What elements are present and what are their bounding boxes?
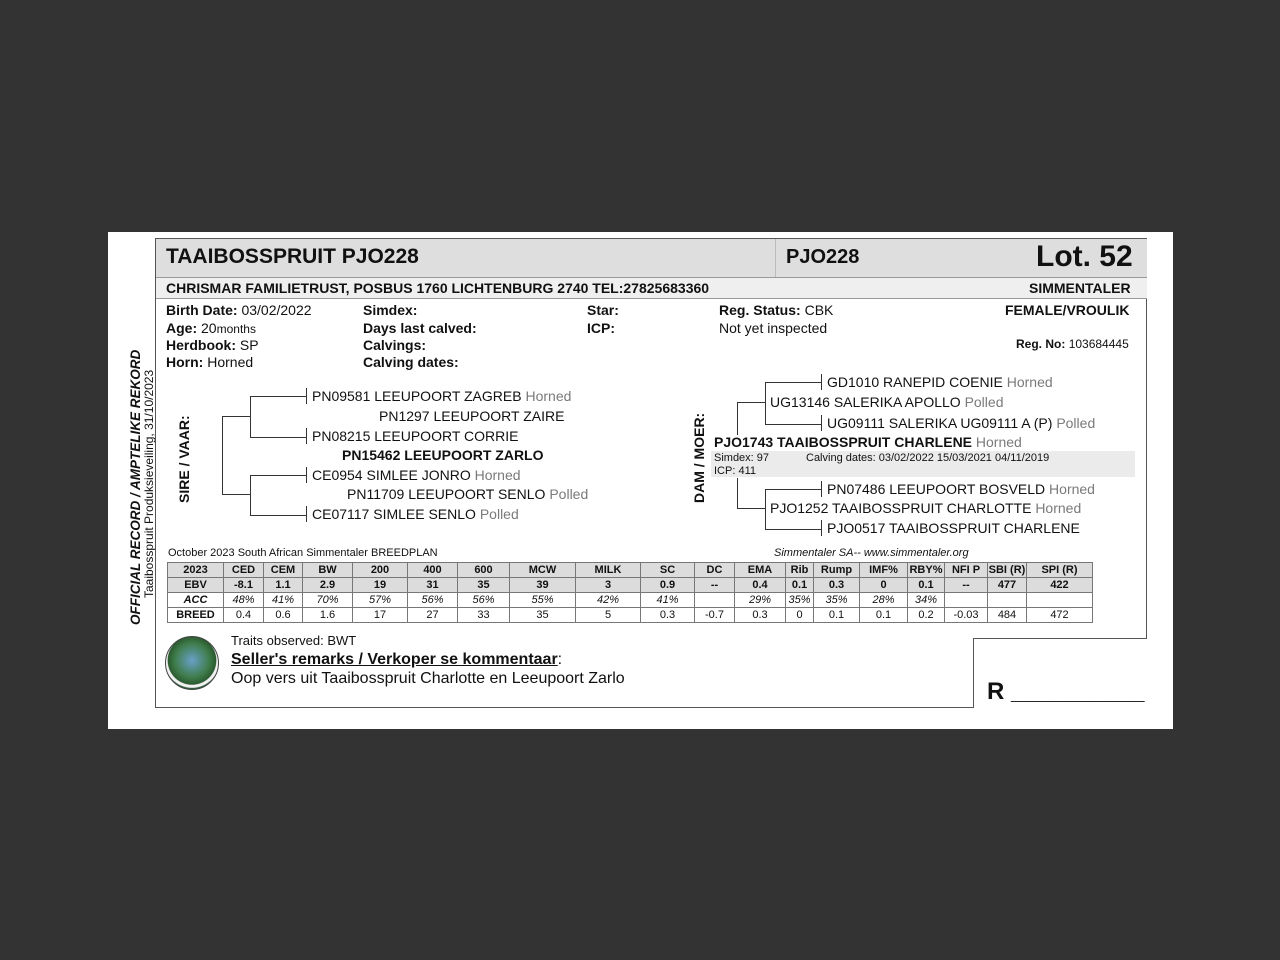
ebv-cell: 0.4 (224, 608, 264, 623)
animal-name: TAAIBOSSPRUIT PJO228 (166, 245, 419, 268)
breed-label: SIMMENTALER (1029, 280, 1131, 296)
ebv-cell: 1.6 (303, 608, 353, 623)
ebv-cell: -- (945, 578, 988, 593)
ebv-cell: -- (695, 578, 735, 593)
ebv-column-header: DC (695, 563, 735, 578)
ebv-column-header: 200 (353, 563, 408, 578)
breed-avg-row (168, 608, 1093, 623)
ebv-cell: 0.1 (860, 608, 908, 623)
ebv-column-header: SPI (R) (1027, 563, 1093, 578)
ebv-cell (988, 593, 1027, 608)
horn-status: Horn: Horned (166, 354, 254, 370)
days-last-calved-label: Days last calved: (363, 320, 477, 336)
tick-3 (306, 467, 307, 483)
ebv-cell: 42% (576, 593, 641, 608)
ebv-cell: 39 (510, 578, 576, 593)
ebv-cell: 35% (786, 593, 814, 608)
age: Age: 20months (166, 320, 256, 336)
dam-dam-sire: PN07486 LEEUPOORT BOSVELD Horned (827, 481, 1095, 497)
tick-1 (306, 388, 307, 404)
traits-observed: Traits observed: BWT (231, 633, 357, 648)
frame-bottom (155, 707, 974, 708)
acc-row (168, 593, 1093, 608)
sire-bracket (222, 416, 251, 494)
ebv-cell (1027, 593, 1093, 608)
dam-simdex: Simdex: 97 (714, 452, 770, 464)
ebv-cell: -8.1 (224, 578, 264, 593)
ebv-cell: 48% (224, 593, 264, 608)
price-field[interactable]: R __________ (987, 678, 1145, 705)
ebv-row-label: BREED (168, 608, 224, 623)
ebv-cell: 0.1 (814, 608, 860, 623)
ebv-table (167, 562, 1093, 623)
calvings-label: Calvings: (363, 337, 427, 353)
dam-sire-dam: UG09111 SALERIKA UG09111 A (P) Polled (827, 415, 1096, 431)
official-record-label: OFFICIAL RECORD / AMPTELIKE REKORD (128, 349, 143, 625)
reg-number: Reg. No: 103684445 (1016, 337, 1129, 351)
frame-step-side (973, 638, 974, 708)
ebv-column-header: 400 (408, 563, 458, 578)
tick-5 (821, 374, 822, 390)
ebv-column-header: Rump (814, 563, 860, 578)
ebv-cell: -0.7 (695, 608, 735, 623)
title-divider (775, 239, 776, 277)
ebv-cell: 70% (303, 593, 353, 608)
ebv-cell: 0.3 (641, 608, 695, 623)
remarks-heading: Seller's remarks / Verkoper se kommentaar: (231, 651, 563, 668)
dam-dam-dam: PJO0517 TAAIBOSSPRUIT CHARLENE (827, 520, 1080, 536)
herdbook: Herdbook: SP (166, 337, 259, 353)
ebv-row-label: ACC (168, 593, 224, 608)
ebv-cell: 0.6 (264, 608, 303, 623)
ebv-cell: 0.9 (641, 578, 695, 593)
ebv-cell (945, 593, 988, 608)
tick-6 (821, 415, 822, 431)
dam-label: DAM / MOER: (691, 412, 707, 503)
sire-dam-bracket (250, 475, 307, 516)
dam-calving-dates: Calving dates: 03/02/2022 15/03/2021 04/11/2019 (806, 452, 1050, 464)
ebv-cell: 28% (860, 593, 908, 608)
ebv-column-header: NFI P (945, 563, 988, 578)
dam-dam-link (737, 478, 766, 509)
lot-number: Lot. 52 (1036, 240, 1133, 273)
sire-name: PN15462 LEEUPOORT ZARLO (342, 447, 544, 463)
calving-dates-label: Calving dates: (363, 354, 459, 370)
ebv-cell: 0.3 (814, 578, 860, 593)
ebv-cell: 2.9 (303, 578, 353, 593)
ebv-cell: 5 (576, 608, 641, 623)
ebv-cell: 3 (576, 578, 641, 593)
animal-code: PJO228 (786, 246, 860, 268)
sire-dam-dam: CE07117 SIMLEE SENLO Polled (312, 506, 519, 522)
ebv-cell: 1.1 (264, 578, 303, 593)
ebv-cell: 472 (1027, 608, 1093, 623)
ebv-cell: 0.4 (735, 578, 786, 593)
ebv-cell: 34% (908, 593, 945, 608)
ebv-cell: 0 (860, 578, 908, 593)
sex-label: FEMALE/VROULIK (1005, 302, 1130, 318)
ebv-cell: 27 (408, 608, 458, 623)
ebv-cell: 35 (458, 578, 510, 593)
frame-step-top (973, 638, 1147, 639)
ebv-row (168, 578, 1093, 593)
ebv-column-header: 600 (458, 563, 510, 578)
sale-name-label: Taaibosspruit Produksieveiling, 31/10/2023 (142, 369, 156, 598)
ebv-cell: 422 (1027, 578, 1093, 593)
ebv-cell: -0.03 (945, 608, 988, 623)
sire-link-bottom (222, 494, 250, 495)
ebv-column-header: CED (224, 563, 264, 578)
ebv-column-header: CEM (264, 563, 303, 578)
ebv-header-row (168, 563, 1093, 578)
dam-name: PJO1743 TAAIBOSSPRUIT CHARLENE Horned (714, 434, 1022, 450)
star-label: Star: (587, 302, 619, 318)
dam-icp: ICP: 411 (714, 465, 756, 477)
sire-sire-bracket (250, 396, 307, 438)
sire-dam: PN11709 LEEUPOORT SENLO Polled (347, 486, 589, 502)
inspection-status: Not yet inspected (719, 320, 828, 336)
ebv-cell: 56% (408, 593, 458, 608)
ebv-cell: 31 (408, 578, 458, 593)
ebv-column-header: BW (303, 563, 353, 578)
ebv-cell: 0 (786, 608, 814, 623)
dam-dam: PJO1252 TAAIBOSSPRUIT CHARLOTTE Horned (770, 500, 1082, 516)
ebv-cell: 0.1 (786, 578, 814, 593)
ebv-cell: 56% (458, 593, 510, 608)
ebv-column-header: SBI (R) (988, 564, 1026, 576)
simmentaler-seal-icon (165, 636, 219, 690)
ebv-column-header: 2023 (168, 563, 224, 578)
ebv-cell: 55% (510, 593, 576, 608)
ebv-cell: 41% (641, 593, 695, 608)
ebv-column-header: SC (641, 563, 695, 578)
sire-sire-dam: PN08215 LEEUPOORT CORRIE (312, 428, 519, 444)
dam-sire-link (737, 402, 766, 435)
ebv-cell: 35% (814, 593, 860, 608)
ebv-cell: 484 (988, 608, 1027, 623)
tick-2 (306, 428, 307, 444)
sire-sire: PN1297 LEEUPOORT ZAIRE (379, 408, 565, 424)
dam-sire-sire: GD1010 RANEPID COENIE Horned (827, 374, 1053, 390)
ebv-cell: 33 (458, 608, 510, 623)
remarks-text: Oop vers uit Taaibosspruit Charlotte en Leeupoort Zarlo (231, 670, 625, 687)
tick-8 (821, 520, 822, 536)
ebv-cell: 0.1 (908, 578, 945, 593)
ebv-cell: 0.2 (908, 608, 945, 623)
ebv-column-header: Rib (786, 563, 814, 578)
owner-details: CHRISMAR FAMILIETRUST, POSBUS 1760 LICHTENBURG 2740 TEL:27825683360 (166, 280, 710, 296)
sire-link-top (222, 416, 250, 417)
birth-date: Birth Date: 03/02/2022 (166, 302, 312, 318)
ebv-column-header: MILK (576, 563, 641, 578)
ebv-cell: 35 (510, 608, 576, 623)
tick-7 (821, 481, 822, 497)
breedplan-title: October 2023 South African Simmentaler BREEDPLAN (168, 547, 438, 559)
ebv-cell: 19 (353, 578, 408, 593)
ebv-column-header: RBY% (909, 564, 943, 576)
icp-label: ICP: (587, 320, 615, 336)
ebv-cell: 41% (264, 593, 303, 608)
ebv-cell (695, 593, 735, 608)
sire-label: SIRE / VAAR: (176, 415, 192, 503)
ebv-column-header: MCW (510, 563, 576, 578)
tick-4 (306, 506, 307, 522)
sire-sire-sire: PN09581 LEEUPOORT ZAGREB Horned (312, 388, 572, 404)
ebv-column-header: IMF% (860, 563, 908, 578)
ebv-cell: 477 (988, 578, 1027, 593)
sire-dam-sire: CE0954 SIMLEE JONRO Horned (312, 467, 521, 483)
ebv-column-header: EMA (735, 563, 786, 578)
reg-status: Reg. Status: CBK (719, 302, 834, 318)
ebv-cell: 17 (353, 608, 408, 623)
ebv-cell: 0.3 (735, 608, 786, 623)
breedplan-source: Simmentaler SA-- www.simmentaler.org (774, 547, 969, 559)
dam-sire: UG13146 SALERIKA APOLLO Polled (770, 394, 1004, 410)
simdex-label: Simdex: (363, 302, 418, 318)
ebv-cell: 57% (353, 593, 408, 608)
ebv-cell: 29% (735, 593, 786, 608)
ebv-row-label: EBV (168, 578, 224, 593)
